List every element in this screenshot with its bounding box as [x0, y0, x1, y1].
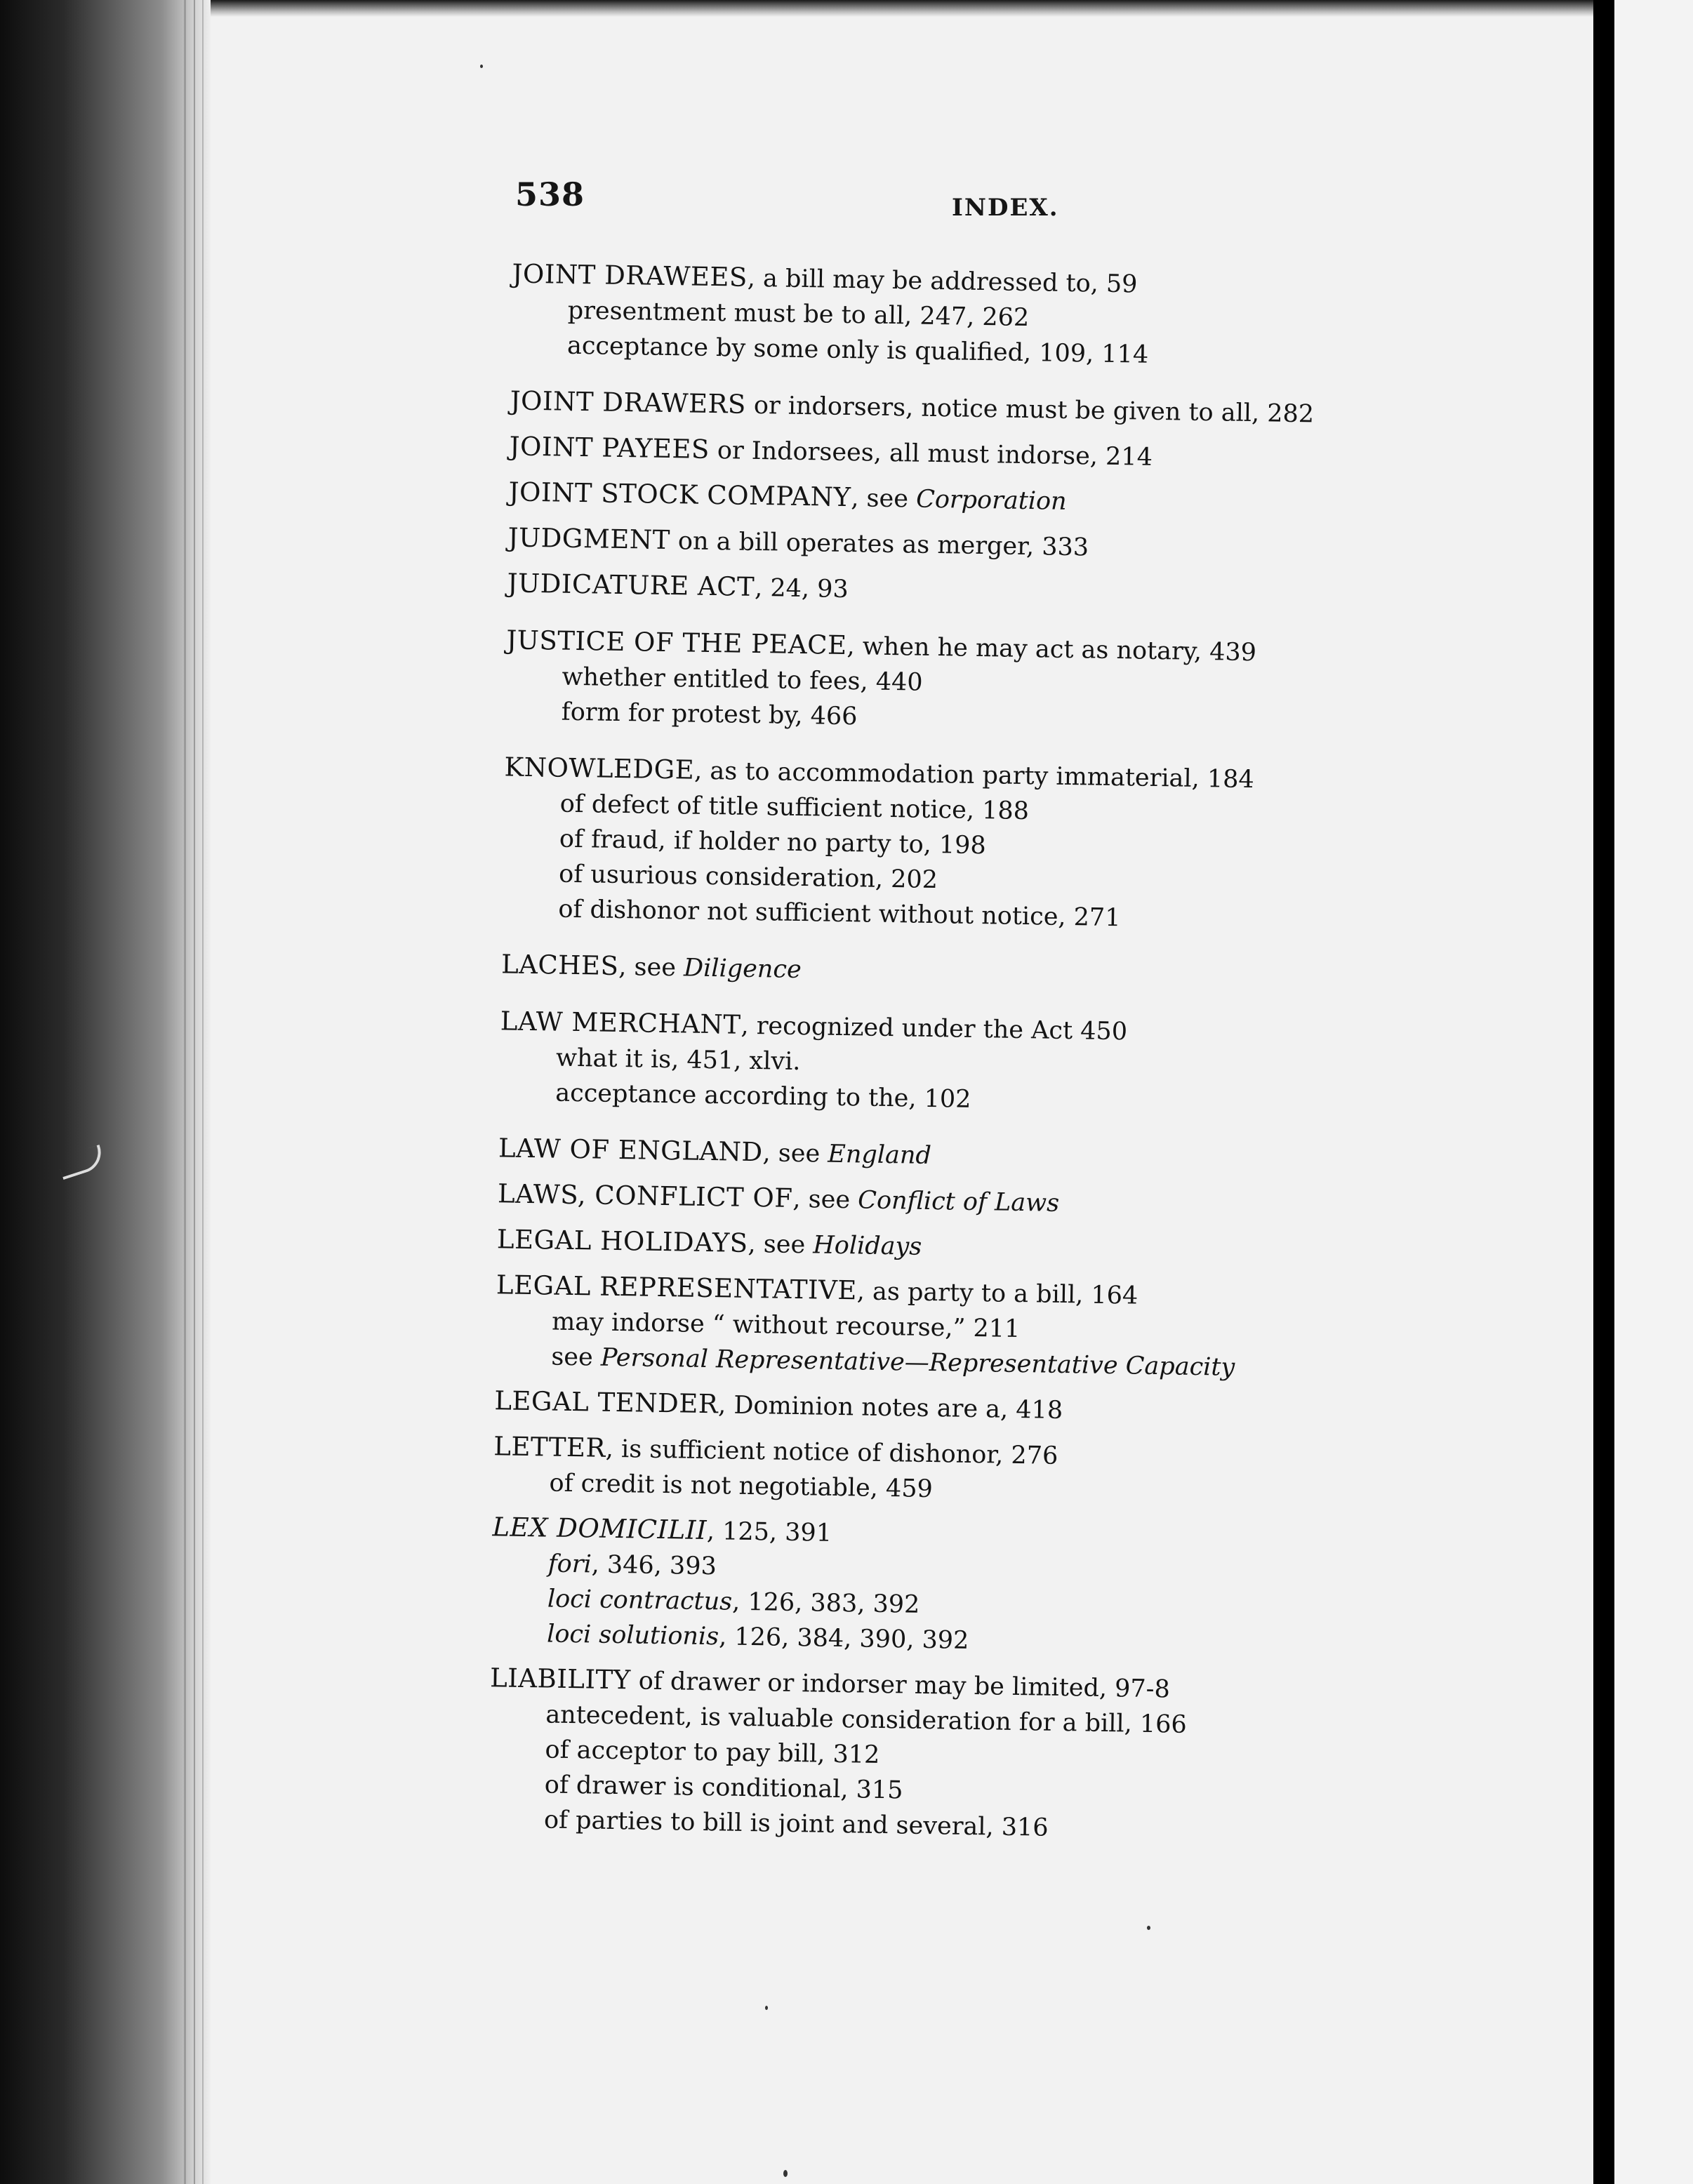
entry-main-line: [487, 474, 1583, 527]
entry-subline: of usurious consideration, 202: [558, 860, 938, 895]
entry-main-line: [489, 383, 1584, 436]
entry-main-line: [486, 566, 1581, 618]
entry-main-line: [476, 1222, 1572, 1274]
entry-heading: LACHES: [500, 949, 619, 981]
entry-text: , recognized under the Act 450: [741, 1011, 1128, 1046]
entry-text: , 346, 393: [591, 1550, 717, 1581]
index-entry: [470, 1510, 1567, 1667]
entry-heading: JOINT DRAWERS: [510, 385, 747, 420]
entry-subline: may indorse “ without recourse,” 211: [551, 1307, 1021, 1344]
entry-heading: JUDGMENT: [507, 522, 671, 556]
entry-text: on a bill operates as merger, 333: [670, 527, 1089, 562]
index-entry: [476, 1222, 1572, 1274]
entry-text: or indorsers, notice must be given to all, 282: [745, 391, 1315, 429]
entry-heading: JUDICATURE ACT: [507, 568, 755, 602]
entry-text: , 125, 391: [706, 1517, 832, 1547]
entry-heading: LEX DOMICILII: [492, 1512, 708, 1546]
latin-term: loci contractus: [547, 1585, 733, 1616]
entry-heading: LEGAL REPRESENTATIVE: [496, 1270, 858, 1306]
entry-heading: JOINT PAYEES: [509, 431, 710, 465]
cross-reference: Personal Representative—Representative Capacity: [600, 1343, 1235, 1382]
entry-subline: what it is, 451, xlvi.: [555, 1044, 801, 1077]
entry-heading: JOINT STOCK COMPANY: [508, 477, 851, 513]
entry-subline: of parties to bill is joint and several, 316: [543, 1806, 1049, 1842]
entry-main-line: [477, 1176, 1572, 1229]
entry-main-line: [477, 1131, 1573, 1183]
entry-heading: LETTER: [493, 1431, 606, 1463]
entry-subline: of drawer is conditional, 315: [544, 1771, 903, 1805]
entry-text: , when he may act as notary, 439: [846, 632, 1257, 667]
entry-text: , 126, 384, 390, 392: [718, 1623, 969, 1655]
index-entry: [486, 520, 1582, 573]
entry-text: , Dominion notes are a, 418: [717, 1391, 1063, 1425]
entry-heading: LEGAL HOLIDAYS: [496, 1224, 748, 1258]
index-entry: [477, 1131, 1573, 1183]
latin-term: loci solutionis: [546, 1620, 719, 1651]
index-entry: [473, 1383, 1569, 1436]
entry-heading: KNOWLEDGE: [504, 752, 695, 785]
entry-text: , as party to a bill, 164: [856, 1277, 1138, 1310]
index-entry: [477, 1176, 1572, 1229]
entry-heading: LAW MERCHANT: [500, 1006, 741, 1040]
entry-subline: of fraud, if holder no party to, 198: [559, 825, 987, 860]
index-entry: [487, 474, 1583, 527]
entry-subline: of dishonor not sufficient without notice, 271: [558, 895, 1121, 933]
entry-text: , 126, 383, 392: [731, 1587, 920, 1619]
cross-reference: Holidays: [813, 1231, 922, 1261]
entry-text: see: [551, 1343, 602, 1372]
entry-main-line: [486, 520, 1582, 573]
entry-main-line: [473, 1383, 1569, 1436]
index-entry: [472, 1429, 1567, 1517]
latin-term: fori: [547, 1550, 592, 1579]
entry-subline: whether entitled to fees, 440: [562, 662, 923, 697]
paper-speck: [480, 65, 483, 68]
entry-text: , 24, 93: [754, 573, 849, 604]
index-entry: [474, 1267, 1570, 1390]
entry-text: , see: [748, 1230, 814, 1260]
entry-heading: JOINT DRAWEES: [512, 258, 748, 293]
entry-subline: acceptance according to the, 102: [555, 1079, 971, 1114]
entry-subline: of acceptor to pay bill, 312: [545, 1736, 880, 1769]
entry-heading: JUSTICE OF THE PEACE: [506, 625, 847, 661]
entry-text: of drawer or indorser may be limited, 97-8: [630, 1667, 1171, 1704]
entry-main-line: [480, 947, 1576, 999]
index-entry: [481, 750, 1579, 943]
cross-reference: England: [828, 1140, 932, 1171]
cross-reference: Corporation: [915, 485, 1067, 516]
entry-text: , see: [762, 1139, 828, 1168]
running-head: INDEX.: [952, 194, 1059, 222]
index-entry: [480, 947, 1576, 999]
entry-subline: of credit is not negotiable, 459: [549, 1469, 934, 1504]
entry-text: , as to accommodation party immaterial, 184: [693, 757, 1254, 794]
cross-reference: Diligence: [683, 954, 802, 985]
entry-text: , see: [851, 484, 917, 514]
entry-text: , see: [618, 952, 684, 983]
entry-heading: LIABILITY: [489, 1663, 632, 1696]
index-entry: [486, 566, 1581, 618]
index-entry: [478, 1004, 1574, 1126]
entry-heading: LAWS, CONFLICT OF: [497, 1178, 793, 1213]
entry-subline: of defect of title sufficient notice, 188: [559, 790, 1030, 826]
paper-speck: [1147, 1926, 1150, 1930]
entry-subline: acceptance by some only is qualified, 109, 114: [566, 331, 1149, 369]
entry-text: or Indorsees, all must indorse, 214: [709, 436, 1153, 472]
entry-heading: LAW OF ENGLAND: [498, 1133, 763, 1168]
index-entry: [488, 429, 1584, 481]
index-entry: [489, 383, 1584, 436]
page-number: 538: [515, 175, 585, 213]
entry-text: , see: [792, 1185, 858, 1215]
index-body: [466, 256, 1586, 1863]
cross-reference: Conflict of Laws: [857, 1186, 1060, 1218]
index-entry: [484, 622, 1580, 745]
entry-subline: form for protest by, 466: [561, 698, 858, 731]
entry-text: , is sufficient notice of dishonor, 276: [605, 1434, 1058, 1470]
entry-subline: presentment must be to all, 247, 262: [567, 296, 1030, 333]
entry-subline: antecedent, is valuable consideration for a bill, 166: [545, 1700, 1188, 1739]
entry-heading: LEGAL TENDER: [494, 1385, 719, 1420]
index-entry: [467, 1660, 1565, 1853]
paper-speck: [765, 2006, 768, 2010]
paper-speck: [783, 2170, 788, 2177]
entry-main-line: [488, 429, 1584, 481]
entry-text: , a bill may be addressed to, 59: [747, 264, 1138, 299]
index-entry: [490, 256, 1586, 379]
